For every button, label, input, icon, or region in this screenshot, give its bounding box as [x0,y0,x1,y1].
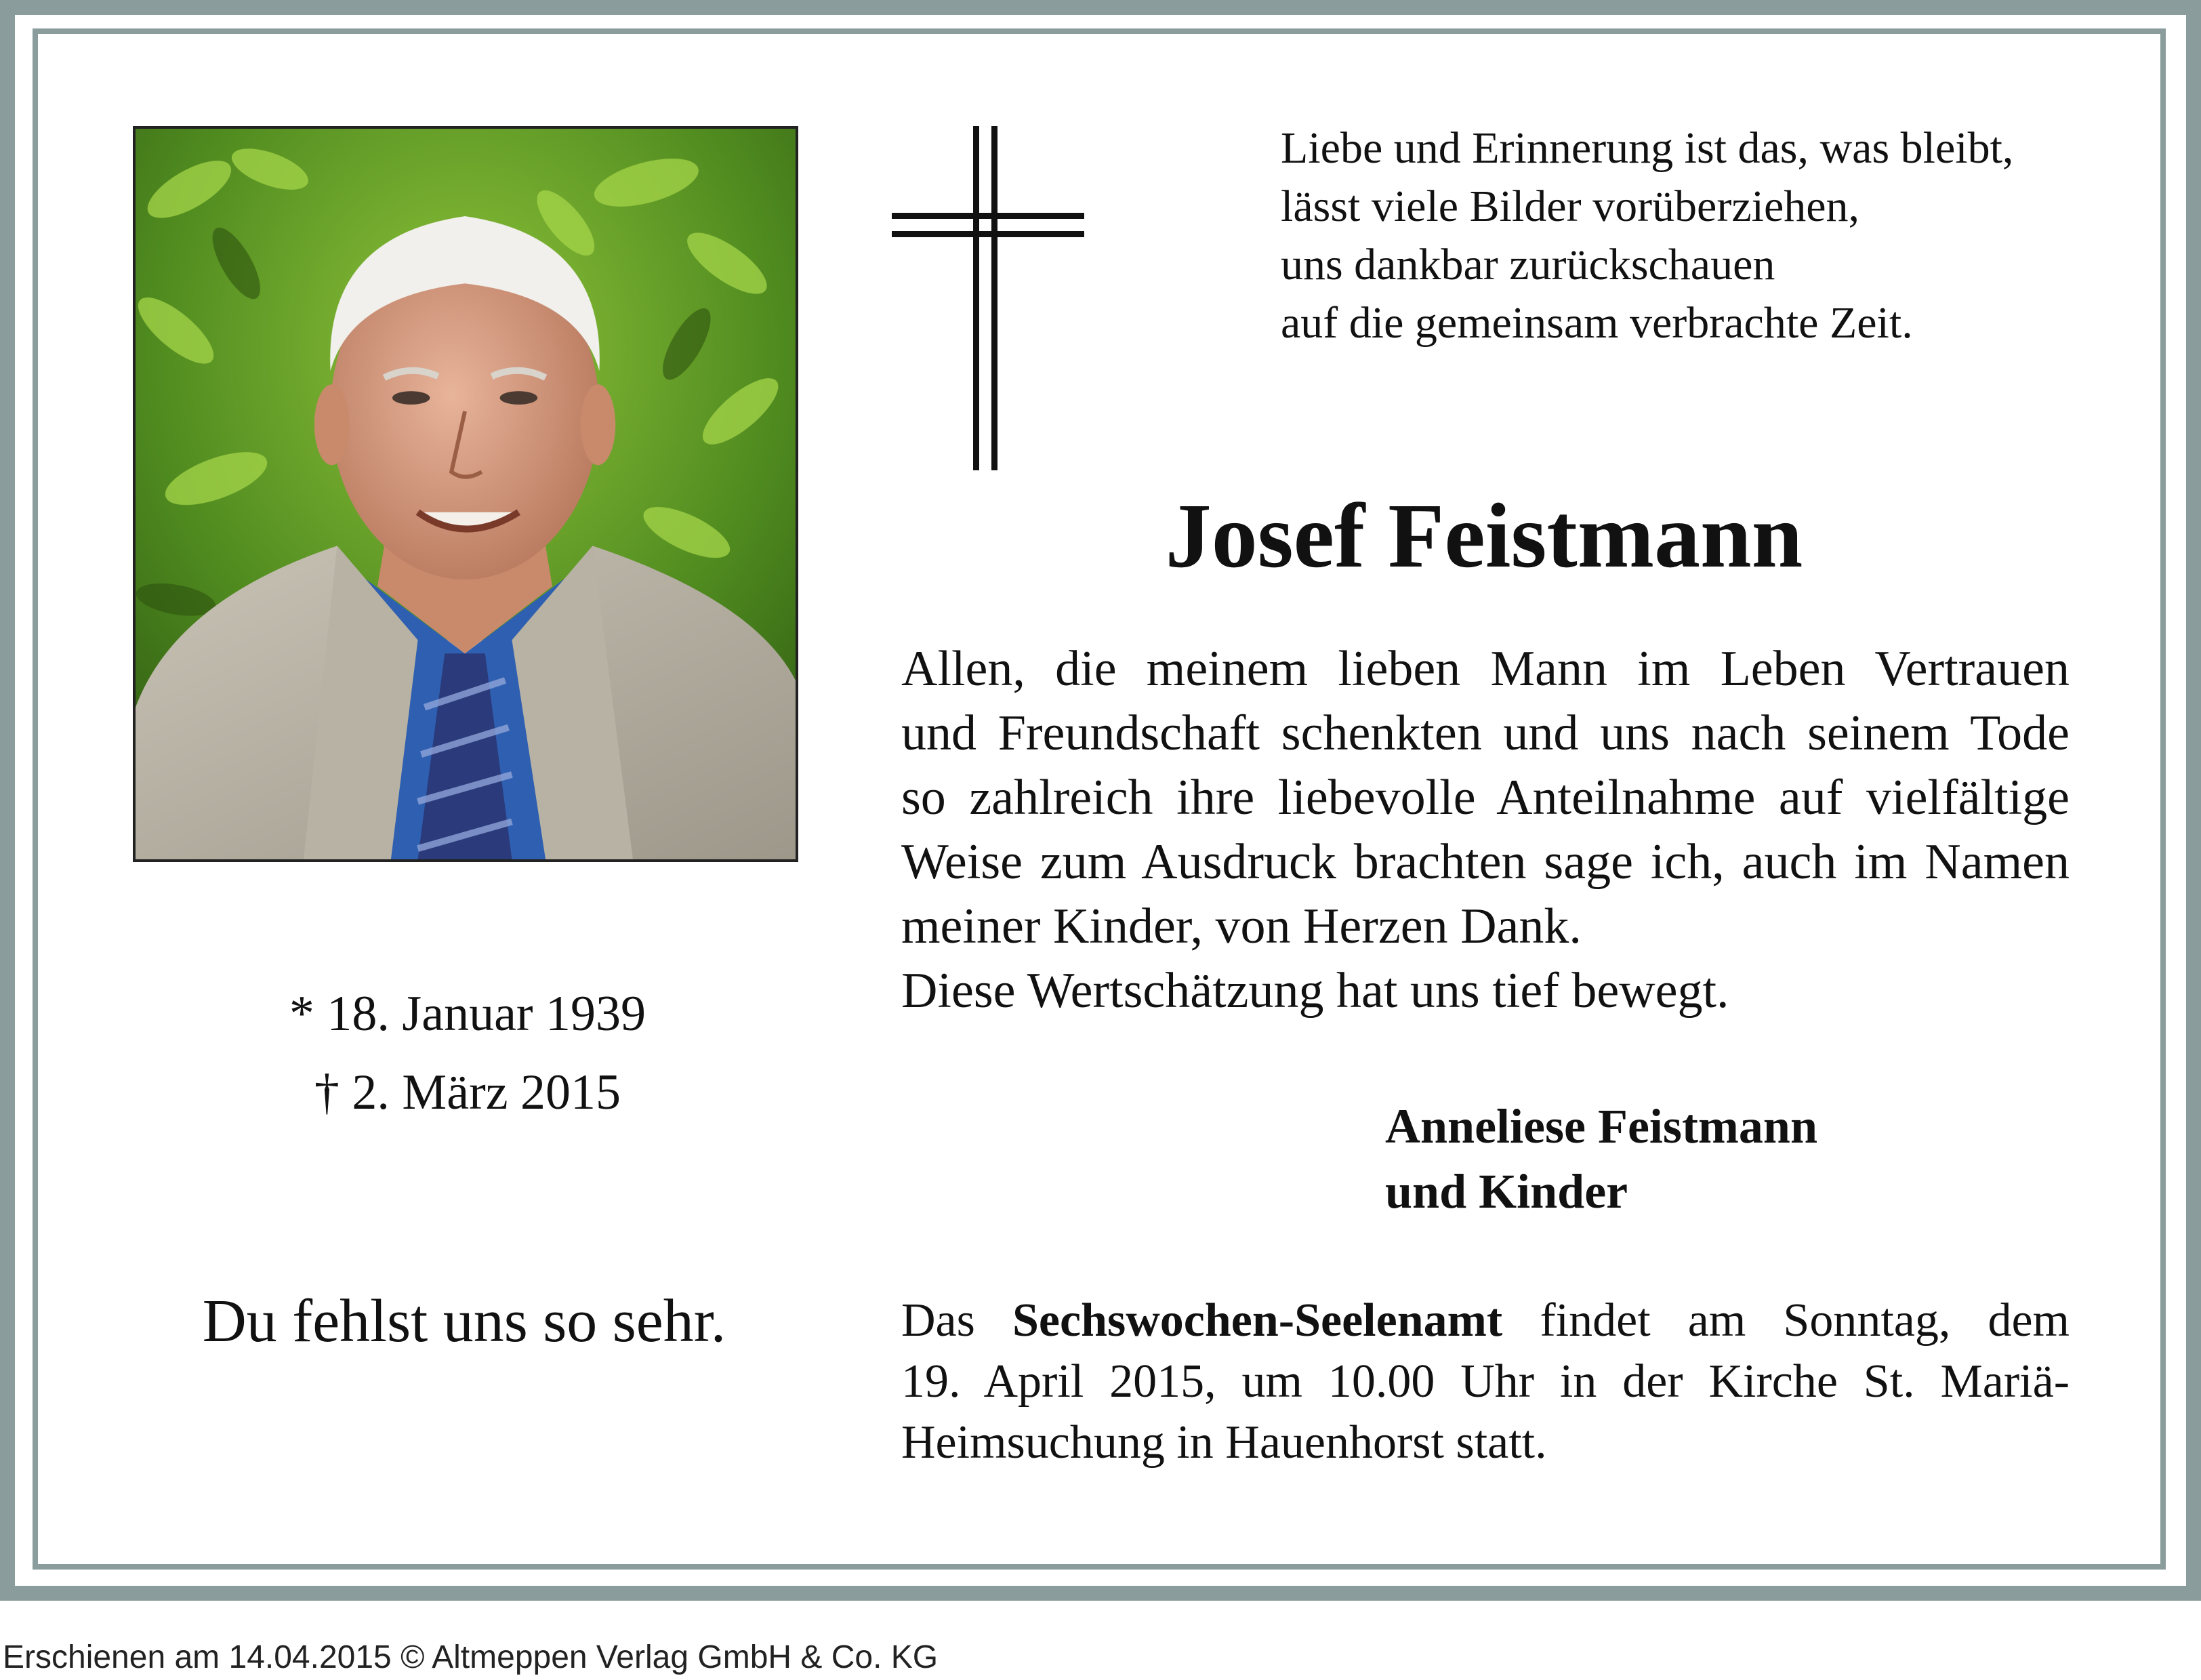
poem-line: Liebe und Erinnerung ist das, was bleibt, [1281,123,2014,173]
text-line: 19. April 2015, um 10.00 Uhr in der Kirche St. Mariä- [901,1355,2070,1408]
publication-footer: Erschienen am 14.04.2015 © Altmeppen Verlag GmbH & Co. KG [3,1639,939,1675]
cross-icon [892,126,1084,470]
text-line: Weise zum Ausdruck brachten sage ich, auch im Namen [901,834,2070,890]
text-line: meiner Kinder, von Herzen Dank. [901,899,1582,954]
signature-line: und Kinder [1385,1164,1628,1218]
mass-announcement [901,1290,2070,1473]
birth-date: * 18. Januar 1939 [289,986,646,1042]
poem-line: uns dankbar zurückschauen [1281,240,1775,289]
poem-line: auf die gemeinsam verbrachte Zeit. [1281,298,1913,348]
memorial-poem [1281,119,2121,352]
farewell-phrase: Du fehlst uns so sehr. [202,1288,726,1355]
mass-title: Sechswochen-Seelenamt [1012,1294,1503,1347]
mass-prefix: Das [901,1294,975,1347]
text-line: Heimsuchung in Hauenhorst statt. [901,1416,1547,1469]
poem-line: lässt viele Bilder vorüberziehen, [1281,182,1860,231]
portrait-photo [133,126,798,862]
text-line: Diese Wertschätzung hat uns tief bewegt. [901,963,1729,1019]
life-dates [163,975,773,1132]
signature-line: Anneliese Feistmann [1385,1099,1817,1153]
text-line: Allen, die meinem lieben Mann im Leben Vertrauen [901,641,2070,697]
text-line [901,1290,2070,1351]
thank-you-text [901,637,2070,1023]
text-line: und Freundschaft schenkten und uns nach seinem Tode [901,705,2070,761]
text-line: so zahlreich ihre liebevolle Anteilnahme auf vielfältige [901,770,2070,825]
deceased-name: Josef Feistmann [1165,485,1803,587]
death-date: † 2. März 2015 [314,1065,621,1120]
mass-line1-rest: findet am Sonntag, dem [1540,1294,2070,1347]
signature [1385,1094,1817,1224]
